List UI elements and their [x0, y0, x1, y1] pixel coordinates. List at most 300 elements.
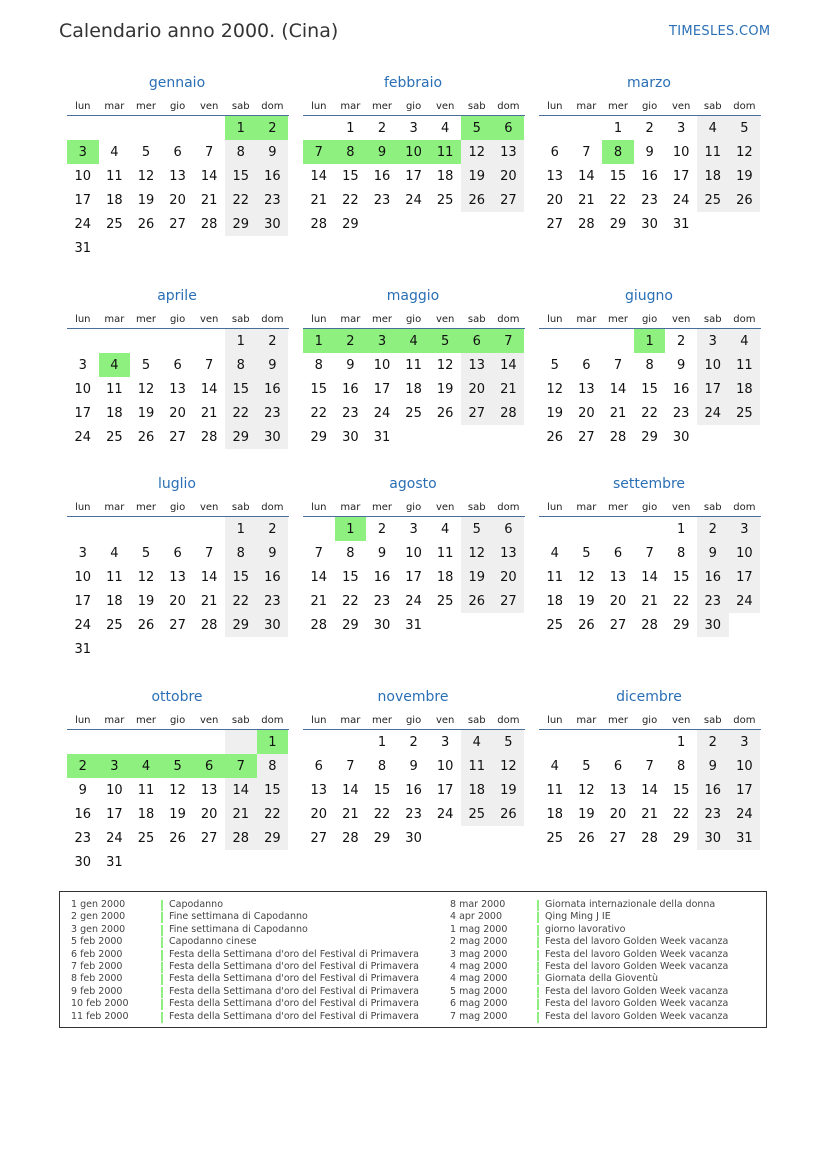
weekday-label: lun — [75, 501, 91, 513]
holiday-color-marker — [537, 962, 539, 973]
weekday-label: sab — [231, 501, 250, 513]
day-cell: 31 — [672, 216, 690, 232]
day-cell: 24 — [697, 401, 729, 425]
day-grid — [539, 517, 761, 637]
weekday-label: dom — [497, 714, 520, 726]
day-cell: 3 — [697, 329, 729, 353]
day-cell: 6 — [582, 357, 591, 373]
holiday-day-cell: 5 — [429, 329, 461, 353]
day-cell: 20 — [169, 593, 186, 609]
day-cell: 30 — [641, 216, 658, 232]
weekday-label: dom — [497, 100, 520, 112]
weekday-label: gio — [641, 714, 658, 726]
weekday-label: mer — [607, 100, 628, 112]
weekday-label: dom — [497, 313, 520, 325]
day-cell: 24 — [106, 830, 123, 846]
weekday-label: ven — [435, 714, 455, 726]
day-cell: 1 — [346, 120, 355, 136]
day-cell: 2 — [257, 517, 289, 541]
legend-holiday-name: Qing Ming J IE — [545, 911, 611, 923]
empty-day-cell — [130, 329, 162, 353]
empty-day-cell — [193, 329, 225, 353]
day-cell: 6 — [493, 517, 525, 541]
day-cell: 11 — [405, 357, 422, 373]
month-novembre — [303, 687, 525, 850]
day-cell: 17 — [373, 381, 391, 397]
day-cell: 14 — [609, 381, 627, 397]
day-cell: 8 — [314, 357, 323, 373]
day-cell: 24 — [74, 429, 92, 445]
legend-date: 5 mag 2000 — [450, 985, 508, 997]
day-cell: 29 — [310, 429, 328, 445]
day-cell: 23 — [697, 802, 729, 826]
day-cell: 1 — [377, 734, 387, 750]
day-cell: 7 — [205, 545, 214, 561]
day-cell: 16 — [672, 381, 690, 397]
holiday-color-marker — [537, 912, 539, 923]
day-cell: 18 — [106, 405, 123, 421]
day-cell: 19 — [137, 192, 155, 208]
day-cell: 8 — [257, 754, 289, 778]
day-grid — [303, 329, 525, 449]
day-grid — [303, 116, 525, 236]
day-cell: 22 — [342, 192, 359, 208]
weekday-label: mar — [576, 501, 597, 513]
day-cell: 28 — [310, 617, 328, 633]
weekday-label: mer — [607, 714, 628, 726]
day-cell: 25 — [106, 617, 123, 633]
day-cell: 18 — [546, 806, 564, 822]
holiday-day-cell: 8 — [335, 140, 367, 164]
day-cell: 23 — [257, 188, 289, 212]
legend-holiday-name: Festa del lavoro Golden Week vacanza — [545, 1010, 729, 1022]
holiday-color-marker — [161, 925, 163, 936]
empty-day-cell — [571, 329, 603, 353]
day-cell: 5 — [461, 517, 493, 541]
empty-day-cell — [99, 329, 131, 353]
weekday-label: gio — [405, 313, 422, 325]
holiday-color-marker — [161, 900, 163, 911]
day-cell: 24 — [436, 806, 454, 822]
legend-date: 10 feb 2000 — [71, 998, 129, 1010]
day-cell: 19 — [169, 806, 186, 822]
day-cell: 14 — [225, 778, 257, 802]
day-cell: 4 — [550, 545, 559, 561]
day-cell: 16 — [257, 377, 289, 401]
month-giugno — [539, 286, 761, 449]
day-cell: 28 — [641, 830, 658, 846]
day-cell: 13 — [609, 782, 627, 798]
weekday-header — [539, 711, 761, 730]
empty-day-cell — [99, 517, 131, 541]
holiday-day-cell: 4 — [99, 353, 131, 377]
legend-date: 4 mag 2000 — [450, 973, 508, 985]
day-cell: 18 — [106, 593, 123, 609]
legend-row — [450, 986, 728, 998]
weekday-label: dom — [733, 501, 756, 513]
empty-day-cell — [162, 116, 194, 140]
weekday-label: sab — [703, 100, 722, 112]
legend-row — [450, 949, 728, 961]
weekday-label: ven — [435, 100, 455, 112]
day-cell: 17 — [729, 565, 761, 589]
day-cell: 23 — [373, 593, 391, 609]
holiday-day-cell: 6 — [193, 754, 225, 778]
day-cell: 5 — [729, 116, 761, 140]
day-cell: 22 — [373, 806, 391, 822]
day-cell: 27 — [200, 830, 218, 846]
day-cell: 12 — [578, 569, 595, 585]
day-grid — [67, 329, 289, 449]
empty-day-cell — [303, 517, 335, 541]
day-cell: 4 — [441, 120, 450, 136]
holiday-color-marker — [161, 999, 163, 1010]
day-cell: 16 — [373, 168, 391, 184]
weekday-header — [539, 310, 761, 329]
weekday-label: mar — [104, 313, 125, 325]
day-cell: 1 — [677, 521, 686, 537]
day-cell: 19 — [493, 778, 525, 802]
day-cell: 22 — [609, 192, 627, 208]
holiday-color-marker — [537, 999, 539, 1010]
day-cell: 13 — [310, 782, 328, 798]
day-cell: 12 — [729, 140, 761, 164]
holiday-color-marker — [161, 974, 163, 985]
holiday-day-cell: 1 — [303, 329, 335, 353]
weekday-label: lun — [547, 313, 563, 325]
day-cell: 28 — [225, 826, 257, 850]
day-cell: 22 — [257, 802, 289, 826]
weekday-label: mer — [607, 501, 628, 513]
weekday-label: gio — [405, 100, 422, 112]
holiday-day-cell: 6 — [461, 329, 493, 353]
day-cell: 18 — [436, 569, 454, 585]
day-cell: 28 — [310, 216, 328, 232]
legend-date: 3 gen 2000 — [71, 923, 126, 935]
legend-row — [71, 924, 419, 936]
empty-day-cell — [303, 730, 335, 754]
legend-date: 9 feb 2000 — [71, 985, 123, 997]
empty-day-cell — [162, 730, 194, 754]
day-cell: 24 — [74, 216, 92, 232]
holiday-day-cell: 1 — [257, 730, 289, 754]
weekday-label: mar — [104, 714, 125, 726]
day-cell: 13 — [609, 569, 627, 585]
day-cell: 10 — [74, 569, 92, 585]
weekday-label: gio — [169, 313, 186, 325]
holiday-day-cell: 3 — [67, 140, 99, 164]
day-cell: 22 — [672, 593, 690, 609]
day-cell: 26 — [461, 589, 493, 613]
weekday-label: gio — [405, 714, 422, 726]
weekday-label: ven — [199, 100, 219, 112]
day-cell: 22 — [310, 405, 328, 421]
weekday-label: mar — [104, 501, 125, 513]
weekday-label: mer — [135, 501, 156, 513]
month-name: gennaio — [148, 75, 206, 91]
day-cell: 7 — [314, 545, 323, 561]
day-cell: 14 — [200, 569, 218, 585]
day-cell: 15 — [257, 778, 289, 802]
holiday-day-cell: 8 — [602, 140, 634, 164]
day-cell: 25 — [436, 593, 454, 609]
day-cell: 11 — [106, 168, 123, 184]
day-cell: 8 — [377, 758, 387, 774]
weekday-header — [67, 711, 289, 730]
weekday-label: dom — [261, 501, 284, 513]
day-cell: 10 — [672, 144, 690, 160]
day-cell: 15 — [342, 569, 359, 585]
legend-date: 2 gen 2000 — [71, 911, 126, 923]
weekday-header — [67, 97, 289, 116]
day-cell: 20 — [493, 565, 525, 589]
day-grid — [539, 730, 761, 850]
day-cell: 30 — [697, 613, 729, 637]
day-cell: 17 — [74, 593, 92, 609]
weekday-label: sab — [231, 100, 250, 112]
holiday-legend — [59, 891, 767, 1028]
day-cell: 15 — [373, 782, 391, 798]
weekday-label: mar — [576, 100, 597, 112]
day-cell: 14 — [578, 168, 595, 184]
month-name: febbraio — [383, 75, 443, 91]
day-cell: 25 — [546, 617, 564, 633]
holiday-day-cell: 5 — [461, 116, 493, 140]
day-cell: 1 — [677, 734, 686, 750]
day-cell: 3 — [409, 521, 418, 537]
day-cell: 30 — [697, 826, 729, 850]
day-cell: 31 — [729, 826, 761, 850]
day-cell: 29 — [641, 429, 658, 445]
day-cell: 2 — [697, 517, 729, 541]
day-cell: 21 — [310, 593, 328, 609]
legend-column-right — [450, 899, 728, 1023]
day-cell: 4 — [110, 144, 119, 160]
empty-day-cell — [571, 730, 603, 754]
legend-date: 7 mag 2000 — [450, 1010, 508, 1022]
day-cell: 24 — [74, 617, 92, 633]
day-cell: 6 — [550, 144, 559, 160]
legend-row — [71, 998, 419, 1010]
day-cell: 20 — [609, 806, 627, 822]
legend-holiday-name: Giornata internazionale della donna — [545, 899, 716, 910]
day-cell: 30 — [257, 212, 289, 236]
holiday-color-marker — [537, 937, 539, 948]
day-cell: 17 — [697, 377, 729, 401]
legend-holiday-name: giorno lavorativo — [545, 923, 626, 935]
day-cell: 19 — [578, 806, 595, 822]
empty-day-cell — [602, 329, 634, 353]
holiday-day-cell: 11 — [429, 140, 461, 164]
day-cell: 29 — [257, 826, 289, 850]
day-cell: 26 — [436, 405, 454, 421]
legend-date: 4 mag 2000 — [450, 960, 508, 972]
day-cell: 26 — [729, 188, 761, 212]
day-cell: 19 — [546, 405, 564, 421]
day-grid — [303, 730, 525, 850]
day-cell: 1 — [225, 517, 257, 541]
site-link[interactable]: TIMESLES.COM — [669, 24, 771, 39]
day-cell: 20 — [169, 405, 186, 421]
day-cell: 14 — [493, 353, 525, 377]
day-cell: 7 — [205, 144, 214, 160]
legend-row — [71, 899, 419, 911]
legend-date: 1 gen 2000 — [71, 899, 126, 910]
day-cell: 2 — [257, 329, 289, 353]
day-cell: 26 — [578, 830, 595, 846]
day-cell: 27 — [169, 429, 186, 445]
empty-day-cell — [571, 517, 603, 541]
empty-day-cell — [539, 116, 571, 140]
holiday-day-cell: 9 — [366, 140, 398, 164]
empty-day-cell — [193, 730, 225, 754]
day-cell: 31 — [405, 617, 422, 633]
day-cell: 19 — [729, 164, 761, 188]
weekday-label: ven — [671, 501, 691, 513]
day-cell: 29 — [342, 216, 359, 232]
holiday-day-cell: 2 — [67, 754, 99, 778]
month-aprile — [67, 286, 289, 449]
day-cell: 12 — [578, 782, 595, 798]
day-cell: 16 — [641, 168, 658, 184]
weekday-label: ven — [671, 100, 691, 112]
day-cell: 6 — [314, 758, 323, 774]
weekday-label: sab — [703, 313, 722, 325]
weekday-label: mar — [340, 100, 361, 112]
day-cell: 27 — [461, 401, 493, 425]
day-cell: 8 — [225, 140, 257, 164]
empty-day-cell — [303, 116, 335, 140]
day-cell: 9 — [697, 541, 729, 565]
day-cell: 15 — [342, 168, 359, 184]
empty-day-cell — [130, 517, 162, 541]
day-cell: 19 — [137, 593, 155, 609]
day-cell: 3 — [441, 734, 450, 750]
day-cell: 16 — [342, 381, 359, 397]
weekday-label: sab — [467, 313, 486, 325]
day-cell: 11 — [137, 782, 155, 798]
holiday-color-marker — [161, 1012, 163, 1023]
day-cell: 26 — [493, 802, 525, 826]
day-cell: 27 — [493, 188, 525, 212]
day-cell: 27 — [546, 216, 564, 232]
day-cell: 24 — [405, 593, 422, 609]
day-grid — [539, 329, 761, 449]
day-cell: 9 — [697, 754, 729, 778]
legend-date: 6 mag 2000 — [450, 998, 508, 1010]
day-cell: 21 — [200, 405, 218, 421]
day-cell: 14 — [310, 168, 328, 184]
day-cell: 8 — [645, 357, 654, 373]
day-cell: 5 — [582, 758, 591, 774]
weekday-label: mar — [340, 313, 361, 325]
weekday-label: ven — [435, 501, 455, 513]
day-cell: 18 — [729, 377, 761, 401]
day-cell: 19 — [137, 405, 155, 421]
holiday-day-cell: 3 — [366, 329, 398, 353]
legend-date: 4 apr 2000 — [450, 911, 503, 923]
empty-day-cell — [162, 329, 194, 353]
day-cell: 3 — [78, 357, 87, 373]
weekday-label: dom — [733, 714, 756, 726]
day-cell: 15 — [672, 782, 690, 798]
weekday-label: lun — [311, 100, 327, 112]
day-cell: 9 — [78, 782, 87, 798]
day-cell: 23 — [257, 589, 289, 613]
day-cell: 22 — [225, 188, 257, 212]
weekday-label: dom — [733, 100, 756, 112]
day-cell: 21 — [342, 806, 359, 822]
month-name: agosto — [389, 476, 437, 492]
empty-day-cell — [67, 517, 99, 541]
day-cell: 27 — [578, 429, 595, 445]
day-cell: 18 — [546, 593, 564, 609]
weekday-label: mer — [371, 313, 392, 325]
legend-holiday-name: Fine settimana di Capodanno — [169, 923, 308, 935]
empty-day-cell — [539, 517, 571, 541]
day-cell: 25 — [436, 192, 454, 208]
day-cell: 20 — [609, 593, 627, 609]
day-cell: 4 — [461, 730, 493, 754]
day-cell: 13 — [169, 569, 186, 585]
day-cell: 28 — [342, 830, 359, 846]
day-cell: 23 — [373, 192, 391, 208]
weekday-header — [67, 498, 289, 517]
legend-date: 2 mag 2000 — [450, 936, 508, 948]
day-cell: 30 — [74, 854, 92, 870]
weekday-label: mer — [607, 313, 628, 325]
empty-day-cell — [67, 329, 99, 353]
legend-date: 7 feb 2000 — [71, 960, 123, 972]
day-cell: 29 — [609, 216, 627, 232]
day-cell: 22 — [225, 589, 257, 613]
empty-day-cell — [67, 730, 99, 754]
day-cell: 26 — [137, 617, 155, 633]
holiday-day-cell: 6 — [493, 116, 525, 140]
day-cell: 10 — [436, 758, 454, 774]
day-cell: 15 — [672, 569, 690, 585]
holiday-color-marker — [161, 937, 163, 948]
day-cell: 18 — [137, 806, 155, 822]
day-cell: 27 — [609, 617, 627, 633]
empty-day-cell — [193, 116, 225, 140]
day-cell: 17 — [74, 405, 92, 421]
day-cell: 17 — [74, 192, 92, 208]
day-cell: 26 — [137, 216, 155, 232]
legend-row — [450, 973, 728, 985]
day-cell: 11 — [697, 140, 729, 164]
empty-day-cell — [571, 116, 603, 140]
day-grid — [67, 116, 289, 260]
empty-day-cell — [130, 116, 162, 140]
day-cell: 31 — [74, 240, 92, 256]
day-cell: 14 — [342, 782, 359, 798]
empty-day-cell — [602, 730, 634, 754]
weekday-label: dom — [497, 501, 520, 513]
day-cell: 18 — [697, 164, 729, 188]
day-cell: 23 — [74, 830, 92, 846]
day-cell: 20 — [546, 192, 564, 208]
day-cell: 30 — [257, 613, 289, 637]
day-cell: 14 — [200, 381, 218, 397]
day-cell: 17 — [436, 782, 454, 798]
day-cell: 7 — [613, 357, 623, 373]
day-cell: 7 — [346, 758, 355, 774]
day-cell: 19 — [578, 593, 595, 609]
day-cell: 30 — [373, 617, 391, 633]
month-marzo — [539, 73, 761, 236]
day-cell: 10 — [373, 357, 391, 373]
